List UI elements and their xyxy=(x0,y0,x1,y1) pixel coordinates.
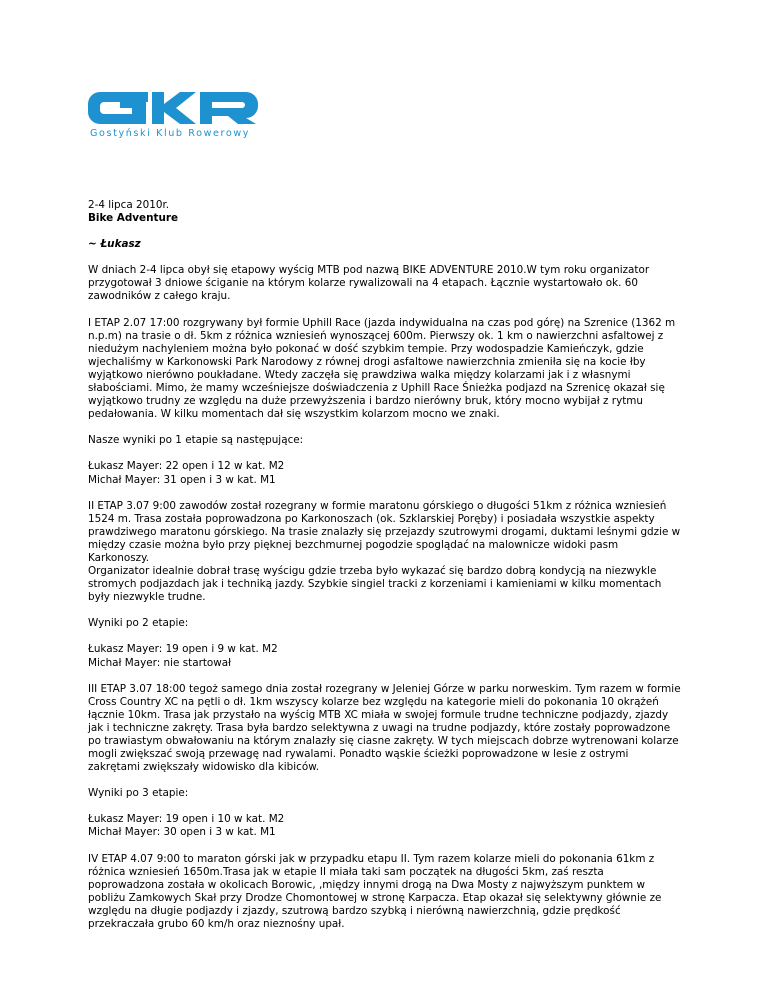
article xyxy=(88,199,682,944)
results-1-line: Michał Mayer: 31 open i 3 w kat. M1 xyxy=(88,473,276,486)
paragraph-stage-1: I ETAP 2.07 17:00 rozgrywany był formie Uphill Race (jazda indywidualna na czas pod górę) na Szrenice (1362 m n.p.m) na trasie o dł. 5km z różnica wzniesień wynoszącej 600m. Pierwszy ok. 1 km o nawierzchni asfaltowej z niedużym nachyleniem można było pokonać w dość szybkim tempie. Przy wodospadzie Kamieńczyk, gdzie wjechaliśmy w Karkonowski Park Narodowy z równej drogi asfaltowe nawierzchnia zmieniła się na kocie łby wyjątkowo nierówno poukładane. Wtedy zaczęła się prawdziwa walka między kolarzami jak i z własnymi słabościami. Mimo, że mamy wcześniejsze doświadczenia z Uphill Race Śnieżka podjazd na Szrenicę okazał się wyjątkowo trudny ze względu na duże przewyższenia i bardzo nierówny bruk, który mocno wybijał z rytmu pedałowania. W kilku momentach dał się wszystkim kolarzom mocno we znaki. xyxy=(88,316,676,421)
logo-tagline: Gostyński Klub Rowerowy xyxy=(90,128,251,139)
results-1-line: Łukasz Mayer: 22 open i 12 w kat. M2 xyxy=(88,460,285,473)
results-3-header: Wyniki po 3 etapie: xyxy=(88,787,189,800)
paragraph-stage-3: III ETAP 3.07 18:00 tegoż samego dnia został rozegrany w Jeleniej Górze w parku norweskim. Tym razem w formie Cross Country XC na pętli o dł. 1km wszyscy kolarze bez względu na kategorie mieli do pokonania 10 okrążeń łącznie 10km. Trasa jak przystało na wyścig MTB XC miała w swojej formule trudne techniczne podjazdy, zjazdy jak i techniczne zakręty. Trasa była bardzo selektywna z uwagi na trudne podjazdy, które zostały poprowadzone po trawiastym obwałowaniu na którym znalazły się ciasne zakręty. W tych miejscach dobrze wytrenowani kolarze mogli zwiększać swoją przewagę nad rywalami. Ponadto wąskie ścieżki poprowadzone w lesie z ostrymi zakrętami zwiększały widowisko dla kibiców. xyxy=(88,682,681,774)
paragraph-stage-2-continued: Organizator idealnie dobrał trasę wyścigu gdzie trzeba było wykazać się bardzo dobrą kondycją na niezwykle stromych podjazdach jak i techniką jazdy. Szybkie singiel tracki z korzeniami i kamieniami w kilku momentach były niezwykle trudne. xyxy=(88,565,662,604)
results-2-header: Wyniki po 2 etapie: xyxy=(88,617,189,630)
results-1-header: Nasze wyniki po 1 etapie są następujące: xyxy=(88,434,304,447)
article-title: Bike Adventure xyxy=(88,212,179,225)
article-date: 2-4 lipca 2010r. xyxy=(88,199,170,211)
results-3-line: Łukasz Mayer: 19 open i 10 w kat. M2 xyxy=(88,813,285,826)
results-3-line: Michał Mayer: 30 open i 3 w kat. M1 xyxy=(88,826,276,839)
paragraph-intro: W dniach 2-4 lipca obył się etapowy wyścig MTB pod nazwą BIKE ADVENTURE 2010.W tym roku organizator przygotował 3 dniowe ściganie na którym kolarze rywalizowali na 4 etapach. Łącznie wystartowało ok. 60 zawodników z całego kraju. xyxy=(88,264,650,303)
gkr-logo xyxy=(86,86,266,142)
article-author: ~ Łukasz xyxy=(88,238,141,251)
paragraph-stage-4: IV ETAP 4.07 9:00 to maraton górski jak w przypadku etapu II. Tym razem kolarze mieli do pokonania 61km z różnica wzniesień 1650m.Trasa jak w etapie II miała taki sam początek na długości 5km, zaś reszta poprowadzona została w okolicach Borowic, ,między innymi drogą na Dwa Mosty z najwyższym punktem w pobliżu Zamkowych Skał przy Drodze Chomontowej w stronę Karpacza. Etap okazał się selektywny głównie ze względu na długie podjazdy i zjazdy, szutrową bardzo szybką i nierówną nawierzchnią, gdzie prędkość przekraczała grubo 60 km/h oraz nieznośny upał. xyxy=(88,852,662,931)
results-2-line: Łukasz Mayer: 19 open i 9 w kat. M2 xyxy=(88,643,278,656)
results-2-line: Michał Mayer: nie startował xyxy=(88,656,232,669)
paragraph-stage-2: II ETAP 3.07 9:00 zawodów został rozegrany w formie maratonu górskiego o długości 51km z różnica wzniesień 1524 m. Trasa została poprowadzona po Karkonoszach (ok. Szklarskiej Poręby) i posiadała wszystkie aspekty prawdziwego maratonu górskiego. Na trasie znalazły się przejazdy szutrowymi drogami, duktami leśnymi gdzie w między czasie można było przy pięknej bezchmurnej pogodzie spoglądać na malownicze widoki pasm Karkonoszy. xyxy=(88,499,681,564)
